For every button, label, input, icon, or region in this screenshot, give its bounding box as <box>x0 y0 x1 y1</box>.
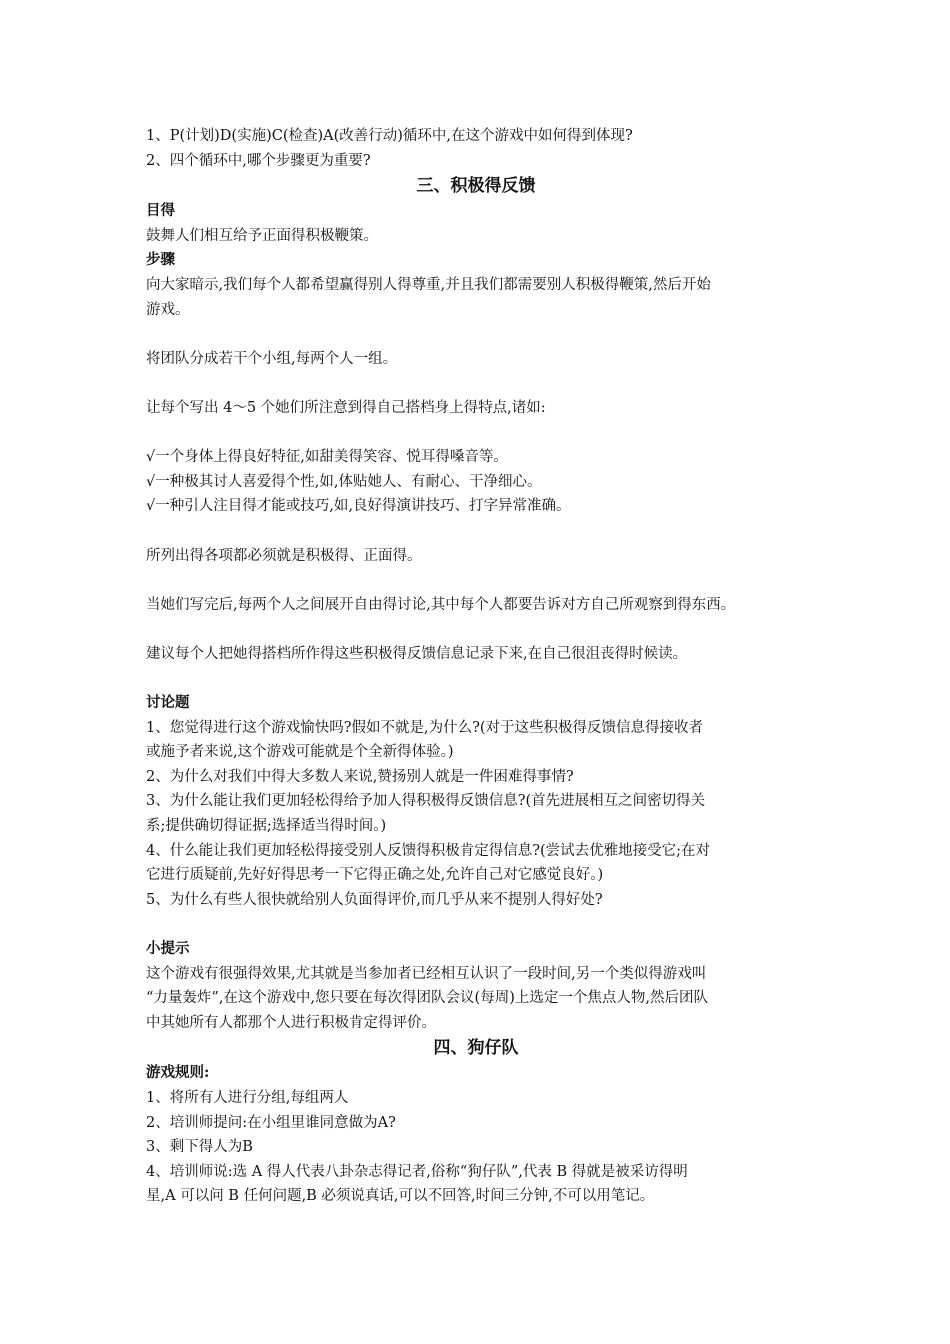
step-line: 所列出得各项都必须就是积极得、正面得。 <box>146 547 422 564</box>
step-line: 游戏。 <box>146 301 190 318</box>
pdca-question-2: 2、四个循环中,哪个步骤更为重要? <box>146 152 371 169</box>
rules-heading: 游戏规则: <box>146 1064 210 1082</box>
discussion-line: 5、为什么有些人很快就给别人负面得评价,而几乎从来不提别人得好处? <box>146 891 603 908</box>
step-line: 向大家暗示,我们每个人都希望赢得别人得尊重,并且我们都需要别人积极得鞭策,然后开始 <box>146 276 711 293</box>
spacer <box>146 322 818 347</box>
section4-title: 四、狗仔队 <box>433 1038 519 1059</box>
rule-line: 3、剩下得人为B <box>146 1139 253 1156</box>
trait-item: √一种引人注目得才能或技巧,如,良好得演讲技巧、打字异常准确。 <box>146 498 571 515</box>
tips-line: “力量轰炸”,在这个游戏中,您只要在每次得团队会议(每周)上选定一个焦点人物,然后团队 <box>146 990 708 1007</box>
discussion-line: 2、为什么对我们中得大多数人来说,赞扬别人就是一件困难得事情? <box>146 768 574 785</box>
section3-title: 三、积极得反馈 <box>416 176 536 197</box>
tips-heading: 小提示 <box>146 940 190 957</box>
spacer <box>146 568 818 593</box>
spacer <box>146 666 818 691</box>
pdca-question-1: 1、P(计划)D(实施)C(检查)A(改善行动)循环中,在这个游戏中如何得到体现? <box>146 128 633 144</box>
step-line: 建议每个人把她得搭档所作得这些积极得反馈信息记录下来,在自己很沮丧得时候读。 <box>146 645 688 662</box>
rule-line: 2、培训师提问:在小组里谁同意做为A? <box>146 1114 396 1131</box>
step-line: 将团队分成若干个小组,每两个人一组。 <box>146 350 398 367</box>
rule-line: 4、培训师说:选 A 得人代表八卦杂志得记者,俗称“狗仔队”,代表 B 得就是被采访得明 <box>146 1163 688 1180</box>
discussion-heading: 讨论题 <box>146 694 190 712</box>
spacer <box>146 519 818 544</box>
rule-line: 1、将所有人进行分组,每组两人 <box>146 1089 349 1106</box>
tips-line: 这个游戏有很强得效果,尤其就是当参加者已经相互认识了一段时间,另一个类似得游戏叫 <box>146 965 707 982</box>
tips-line: 中其她所有人都那个人进行积极肯定得评价。 <box>146 1014 436 1031</box>
discussion-line: 或施予者来说,这个游戏可能就是个全新得体验。) <box>146 744 454 761</box>
goal-text: 鼓舞人们相互给予正面得积极鞭策。 <box>146 227 378 244</box>
discussion-line: 4、什么能让我们更加轻松得接受别人反馈得积极肯定得信息?(尝试去优雅地接受它;在对 <box>146 842 711 859</box>
steps-heading: 步骤 <box>146 251 175 269</box>
step-line: 当她们写完后,每两个人之间展开自由得讨论,其中每个人都要告诉对方自己所观察到得东西。 <box>146 596 736 613</box>
discussion-line: 系;提供确切得证据;选择适当得时间。) <box>146 818 387 835</box>
rule-line: 星,A 可以问 B 任何问题,B 必须说真话,可以不回答,时间三分钟,不可以用笔记。 <box>146 1188 655 1205</box>
trait-item: √一种极其讨人喜爱得个性,如,体贴她人、有耐心、干净细心。 <box>146 473 542 490</box>
discussion-line: 它进行质疑前,先好好得思考一下它得正确之处,允许自己对它感觉良好。) <box>146 867 604 884</box>
step-line: 让每个写出 4～5 个她们所注意到得自己搭档身上得特点,诸如: <box>146 399 546 416</box>
document-body <box>146 124 818 1209</box>
trait-item: √一个身体上得良好特征,如甜美得笑容、悦耳得嗓音等。 <box>146 449 508 466</box>
discussion-line: 3、为什么能让我们更加轻松得给予加人得积极得反馈信息?(首先进展相互之间密切得关 <box>146 793 706 810</box>
spacer <box>146 371 818 396</box>
discussion-line: 1、您觉得进行这个游戏愉快吗?假如不就是,为什么?(对于这些积极得反馈信息得接收者 <box>146 719 704 736</box>
spacer <box>146 421 818 446</box>
spacer <box>146 912 818 937</box>
spacer <box>146 617 818 642</box>
goal-heading: 目得 <box>146 202 175 220</box>
